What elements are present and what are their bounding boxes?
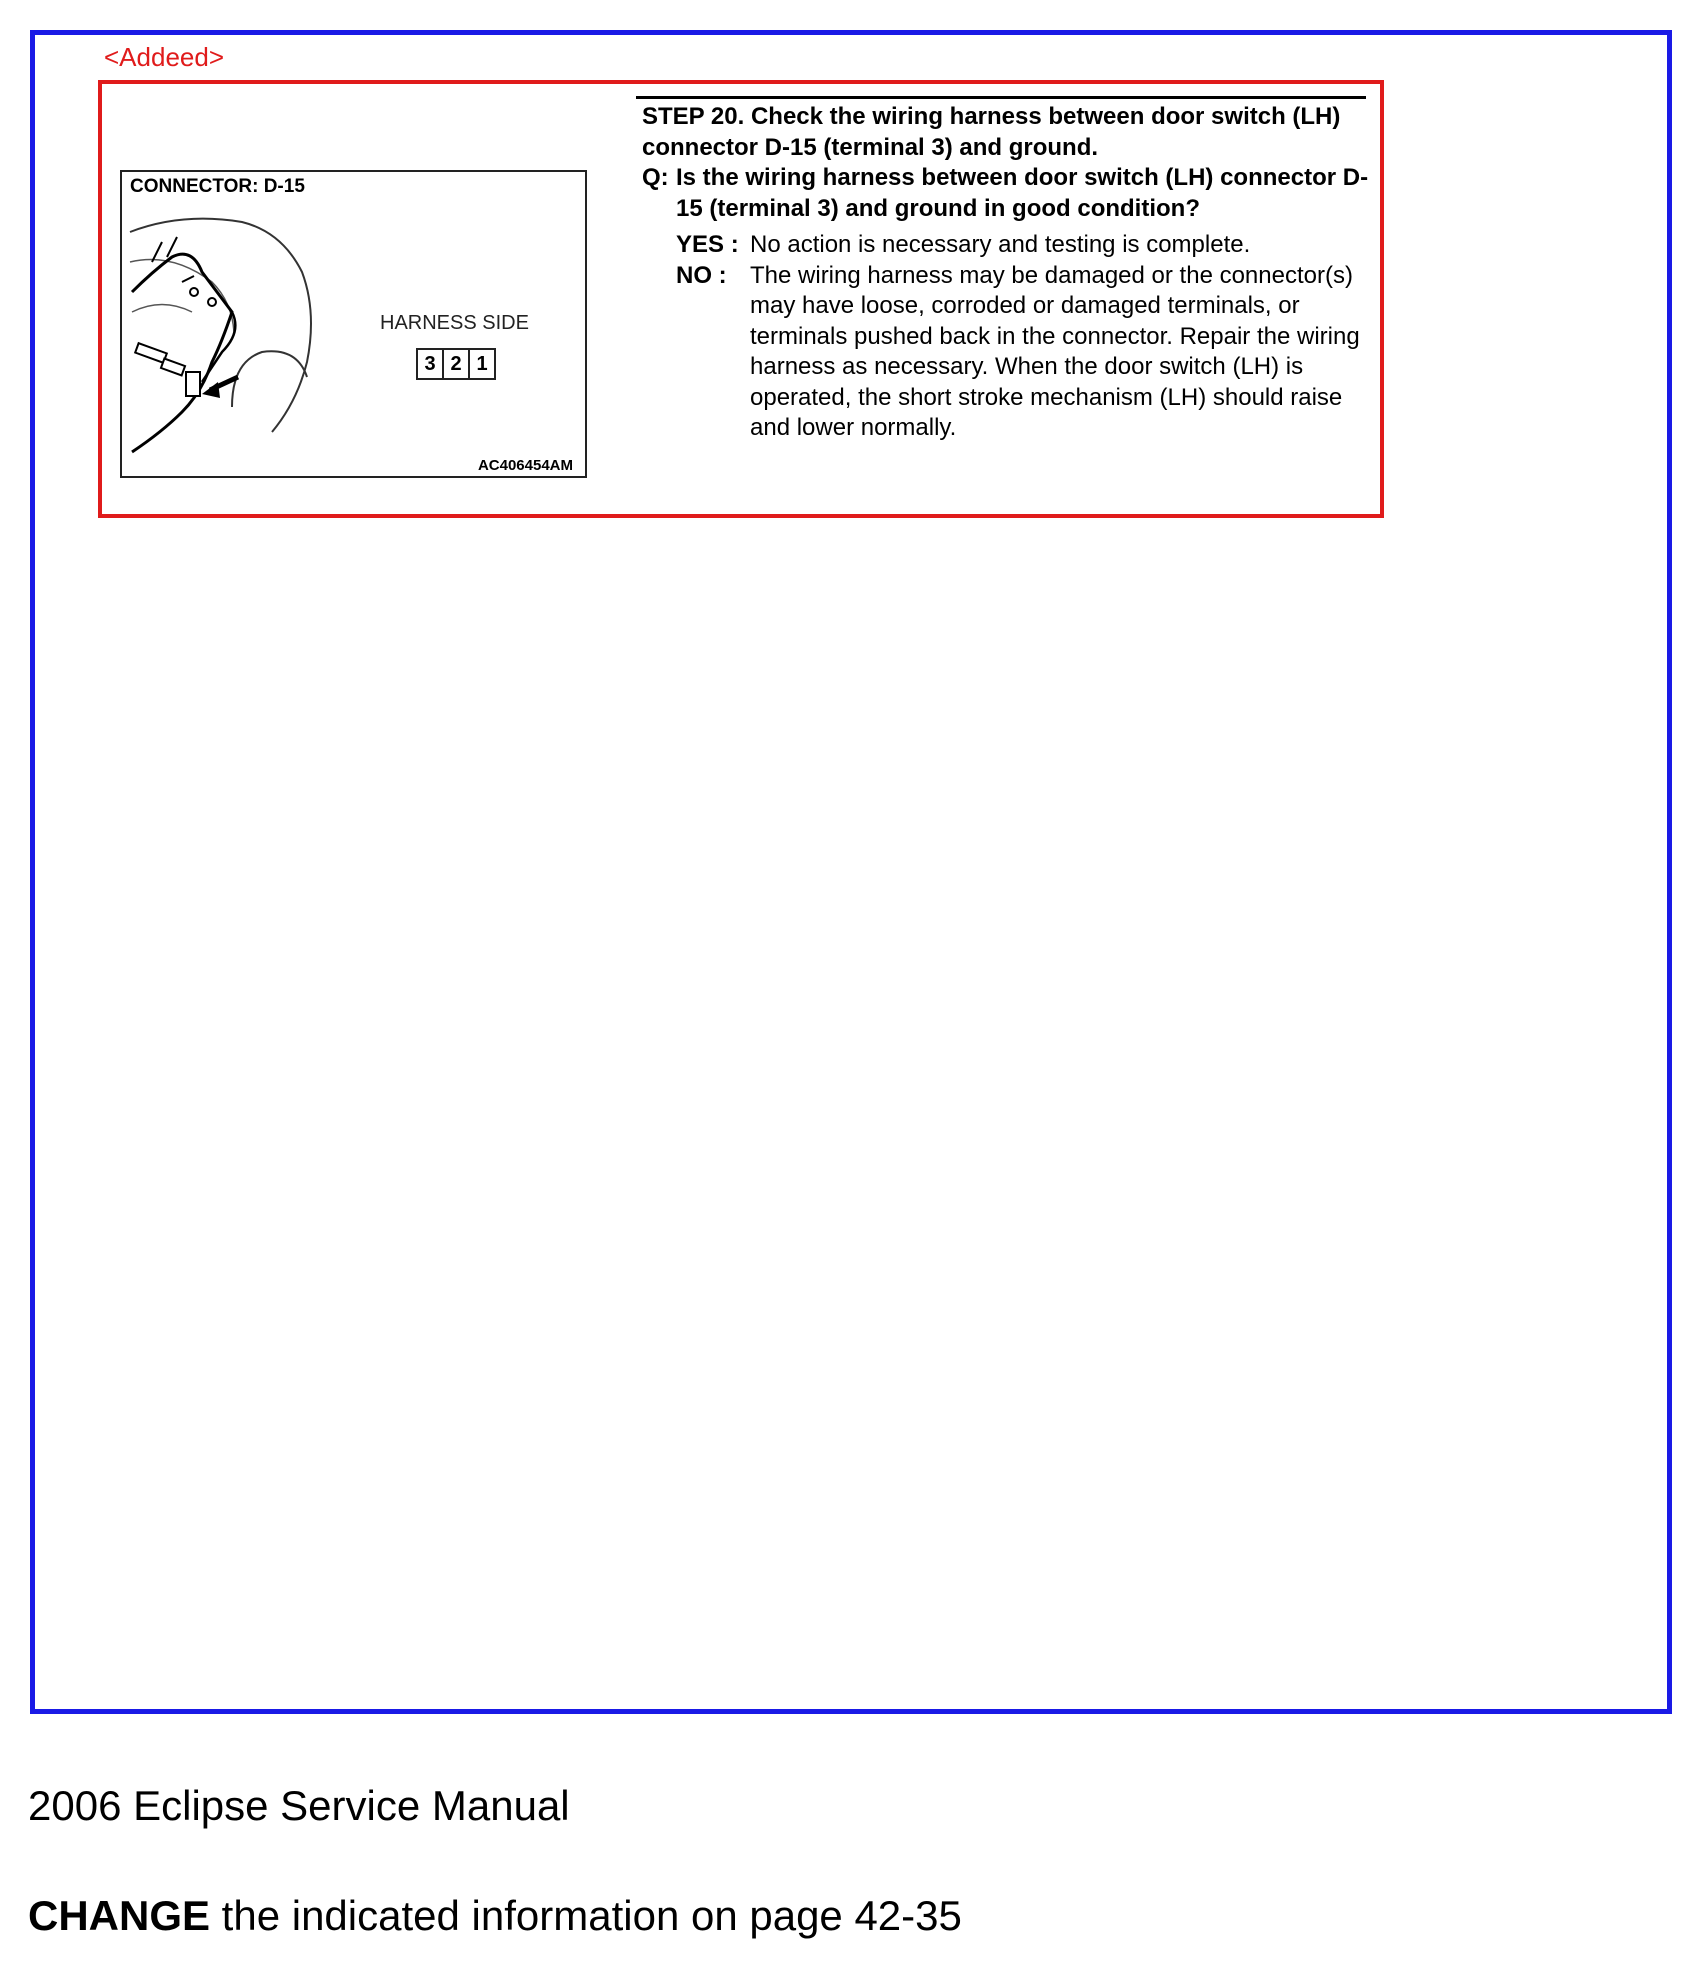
question-label: Q: — [642, 164, 669, 191]
no-label: NO : — [676, 261, 727, 289]
change-instruction — [28, 1892, 962, 1940]
connector-pin: 3 — [418, 350, 444, 378]
vehicle-harness-drawing — [122, 202, 322, 472]
added-label: <Addeed> — [104, 42, 225, 72]
no-text: The wiring harness may be damaged or the connector(s) may have loose, corroded or damaged terminals, or terminals pushed back in the connector. Repair the wiring harness as necessary. When the door switch (LH) is operated, the short stroke mechanism (LH) should raise and lower normally. — [750, 261, 1360, 441]
change-detail: the indicated information on page 42-35 — [210, 1892, 962, 1939]
connector-pin: 1 — [476, 353, 488, 375]
change-keyword: CHANGE — [28, 1892, 211, 1939]
figure-code: AC406454AM — [477, 457, 573, 474]
manual-title: 2006 Eclipse Service Manual — [28, 1782, 570, 1829]
yes-label: YES : — [676, 231, 739, 258]
harness-side-label: HARNESS SIDE — [380, 312, 529, 334]
figure-title: CONNECTOR: D-15 — [130, 176, 305, 197]
no-answer-row — [676, 261, 1372, 444]
connector-d15-diagram — [416, 348, 496, 380]
yes-text: No action is necessary and testing is complete. — [750, 231, 1251, 258]
step-block — [642, 102, 1372, 444]
connector-figure — [120, 170, 587, 478]
question-text: Is the wiring harness between door switch (LH) connector D-15 (terminal 3) and ground in good condition? — [676, 164, 1369, 222]
step-title: STEP 20. Check the wiring harness between door switch (LH) connector D-15 (terminal 3) and ground. — [642, 103, 1341, 161]
connector-pin: 2 — [444, 350, 470, 378]
question-row — [642, 163, 1372, 224]
yes-answer-row — [676, 230, 1372, 261]
step-top-rule — [636, 96, 1366, 99]
